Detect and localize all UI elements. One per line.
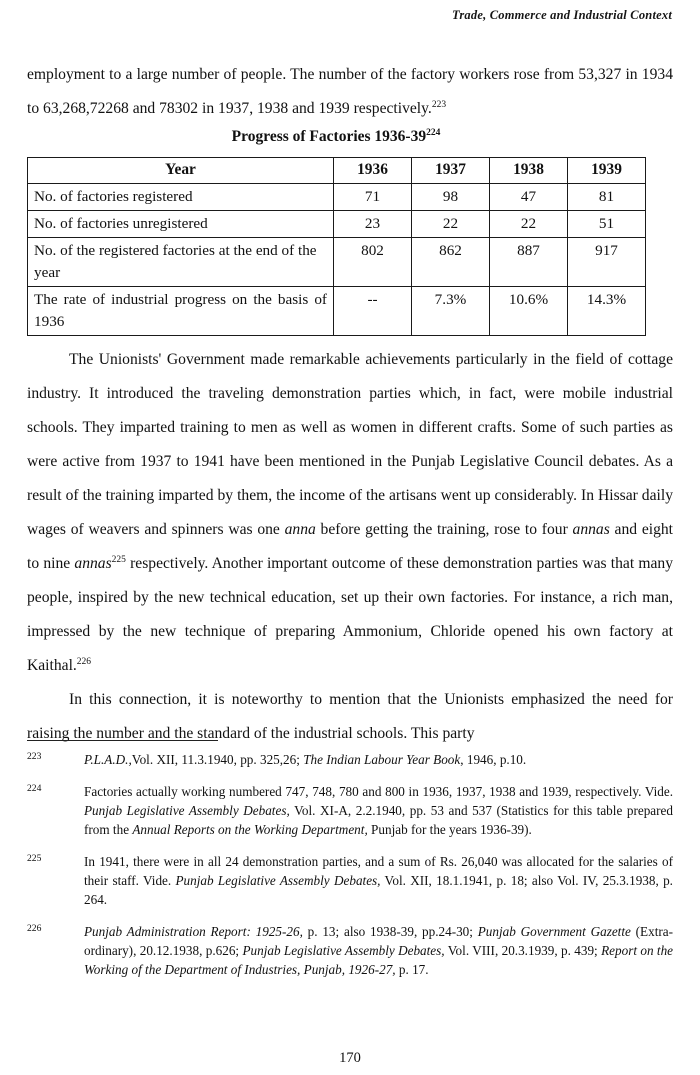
table-header-1938: 1938 [490,158,568,184]
table-row [28,184,646,211]
table-cell: 71 [334,184,412,211]
footnote-ref-223[interactable]: 223 [431,99,447,110]
footnote-segment-0: Punjab Administration Report: 1925-26, [84,924,303,939]
table-cell: 917 [568,238,646,287]
footnote-segment-3: (Extra-ordinary), 20.12.1938, p.626; [84,924,673,958]
table-caption-text: Progress of Factories 1936-39 [231,128,427,145]
table-header-year: Year [28,158,334,184]
footnote-number: 226 [27,923,42,934]
running-header: Trade, Commerce and Industrial Context [451,8,672,22]
footnote-segment-5: Vol. VIII, 20.3.1939, p. 439; [444,943,602,958]
footnote-segment-2: Vol. XI-A, 2.2.1940, pp. 53 and 537 (Statistics for this table prepared from the [84,803,673,837]
footnote-segment-3: Annual Reports on the Working Department, [132,822,368,837]
paragraph-italic-annas-2: annas [74,555,112,572]
table-cell: 23 [334,211,412,238]
table-cell: 98 [412,184,490,211]
paragraph-intro-text [27,58,673,126]
paragraph-unionists [27,343,673,683]
footnote-segment-7: p. 17. [395,962,429,977]
footnote-225 [27,852,673,909]
paragraph-seg-1: The Unionists' Government made remarkable achievements particularly in the field of cottage industry. It introduced the traveling demonstration parties which, in fact, were mobile industrial schools. They imparted training to men as well as women in different crafts. Some of such parties as were active from 1937 to 1941 have been mentioned in the Punjab Legislative Council debates. As a result of the training imparted by them, the income of the artisans went up considerably. In Hissar daily wages of weavers and spinners was one [27,351,673,538]
footnote-number: 224 [27,783,42,794]
footnote-body [84,924,673,977]
footnote-segment-6: Report on the Working of the Department of Industries, Punjab, 1926-27, [84,943,674,977]
footnote-segment-2: The Indian Labour Year Book [303,752,461,767]
footnote-segment-1: Punjab Legislative Assembly Debates, [175,873,381,888]
paragraph-intro [27,58,673,126]
footnote-segment-2: Punjab Government Gazette [477,924,631,939]
footnote-separator [27,740,218,741]
table-cell: 10.6% [490,287,568,336]
table-cell: 862 [412,238,490,287]
footnote-body [84,784,673,837]
table-header-1937: 1937 [412,158,490,184]
paragraph-italic-anna: anna [284,521,316,538]
table-cell: 81 [568,184,646,211]
footnote-segment-1: Punjab Legislative Assembly Debates, [84,803,290,818]
factories-table-wrapper [27,157,645,336]
table-row-label: The rate of industrial progress on the basis of 1936 [28,287,334,336]
footnotes-section [27,750,673,992]
table-row [28,211,646,238]
footnote-number: 223 [27,751,42,762]
paragraph-seg-2: before getting the training, rose to four [315,521,573,538]
table-cell: 14.3% [568,287,646,336]
page-number: 170 [339,1050,361,1066]
paragraph-seg-3: and eight to nine [27,521,674,572]
table-cell: -- [334,287,412,336]
paragraph-intro-body: employment to a large number of people. The number of the factory workers rose from 53,327 in 1934 to 63,268,72268 and 78302 in 1937, 1938 and 1939 respectively. [27,66,673,117]
footnote-number: 225 [27,853,42,864]
table-row-label: No. of factories registered [28,184,334,211]
footnote-ref-226[interactable]: 226 [76,656,92,667]
factories-table [27,157,646,336]
table-caption [27,128,645,146]
table-cell: 887 [490,238,568,287]
paragraph-connection-text: In this connection, it is noteworthy to mention that the Unionists emphasized the need for raising the number and the standard of the industrial schools. This party [27,691,673,742]
footnote-segment-3: , 1946, p.10. [460,752,527,767]
table-cell: 22 [412,211,490,238]
table-row [28,287,646,336]
table-cell: 51 [568,211,646,238]
footnote-223 [27,750,673,769]
paragraph-unionists-text [27,343,673,683]
footnote-segment-0: In 1941, there were in all 24 demonstration parties, and a sum of Rs. 26,040 was allocated for the salaries of their staff. Vide. [84,854,673,888]
footnote-body [84,854,673,907]
table-header-row [28,158,646,184]
footnote-ref-224[interactable]: 224 [426,127,441,138]
footnote-226 [27,922,673,979]
footnote-segment-1: p. 13; also 1938-39, pp.24-30; [302,924,478,939]
paragraph-italic-annas-1: annas [572,521,610,538]
table-cell: 7.3% [412,287,490,336]
footnote-segment-0: Factories actually working numbered 747, 748, 780 and 800 in 1936, 1937, 1938 and 1939, respectively. Vide. [84,784,673,799]
table-cell: 802 [334,238,412,287]
footnote-segment-0: P.L.A.D., [84,752,132,767]
table-row-label: No. of factories unregistered [28,211,334,238]
table-row-label: No. of the registered factories at the end of the year [28,238,334,287]
table-cell: 47 [490,184,568,211]
footnote-segment-4: Punjab Legislative Assembly Debates, [242,943,445,958]
footnote-224 [27,782,673,839]
footnote-body [84,752,526,767]
table-cell: 22 [490,211,568,238]
footnote-ref-225[interactable]: 225 [111,554,126,565]
table-row [28,238,646,287]
footnote-segment-4: Punjab for the years 1936-39). [367,822,532,837]
footnote-segment-1: Vol. XII, 11.3.1940, pp. 325,26; [131,752,304,767]
paragraph-seg-4: respectively. Another important outcome of these demonstration parties was that many people, inspired by the new technical education, set up their own factories. For instance, a rich man, impressed by the new technique of preparing Ammonium, Chloride opened his own factory at Kaithal. [27,555,673,674]
table-header-1936: 1936 [334,158,412,184]
table-header-1939: 1939 [568,158,646,184]
footnote-segment-2: Vol. XII, 18.1.1941, p. 18; also Vol. IV, 25.3.1938, p. 264. [84,873,673,907]
